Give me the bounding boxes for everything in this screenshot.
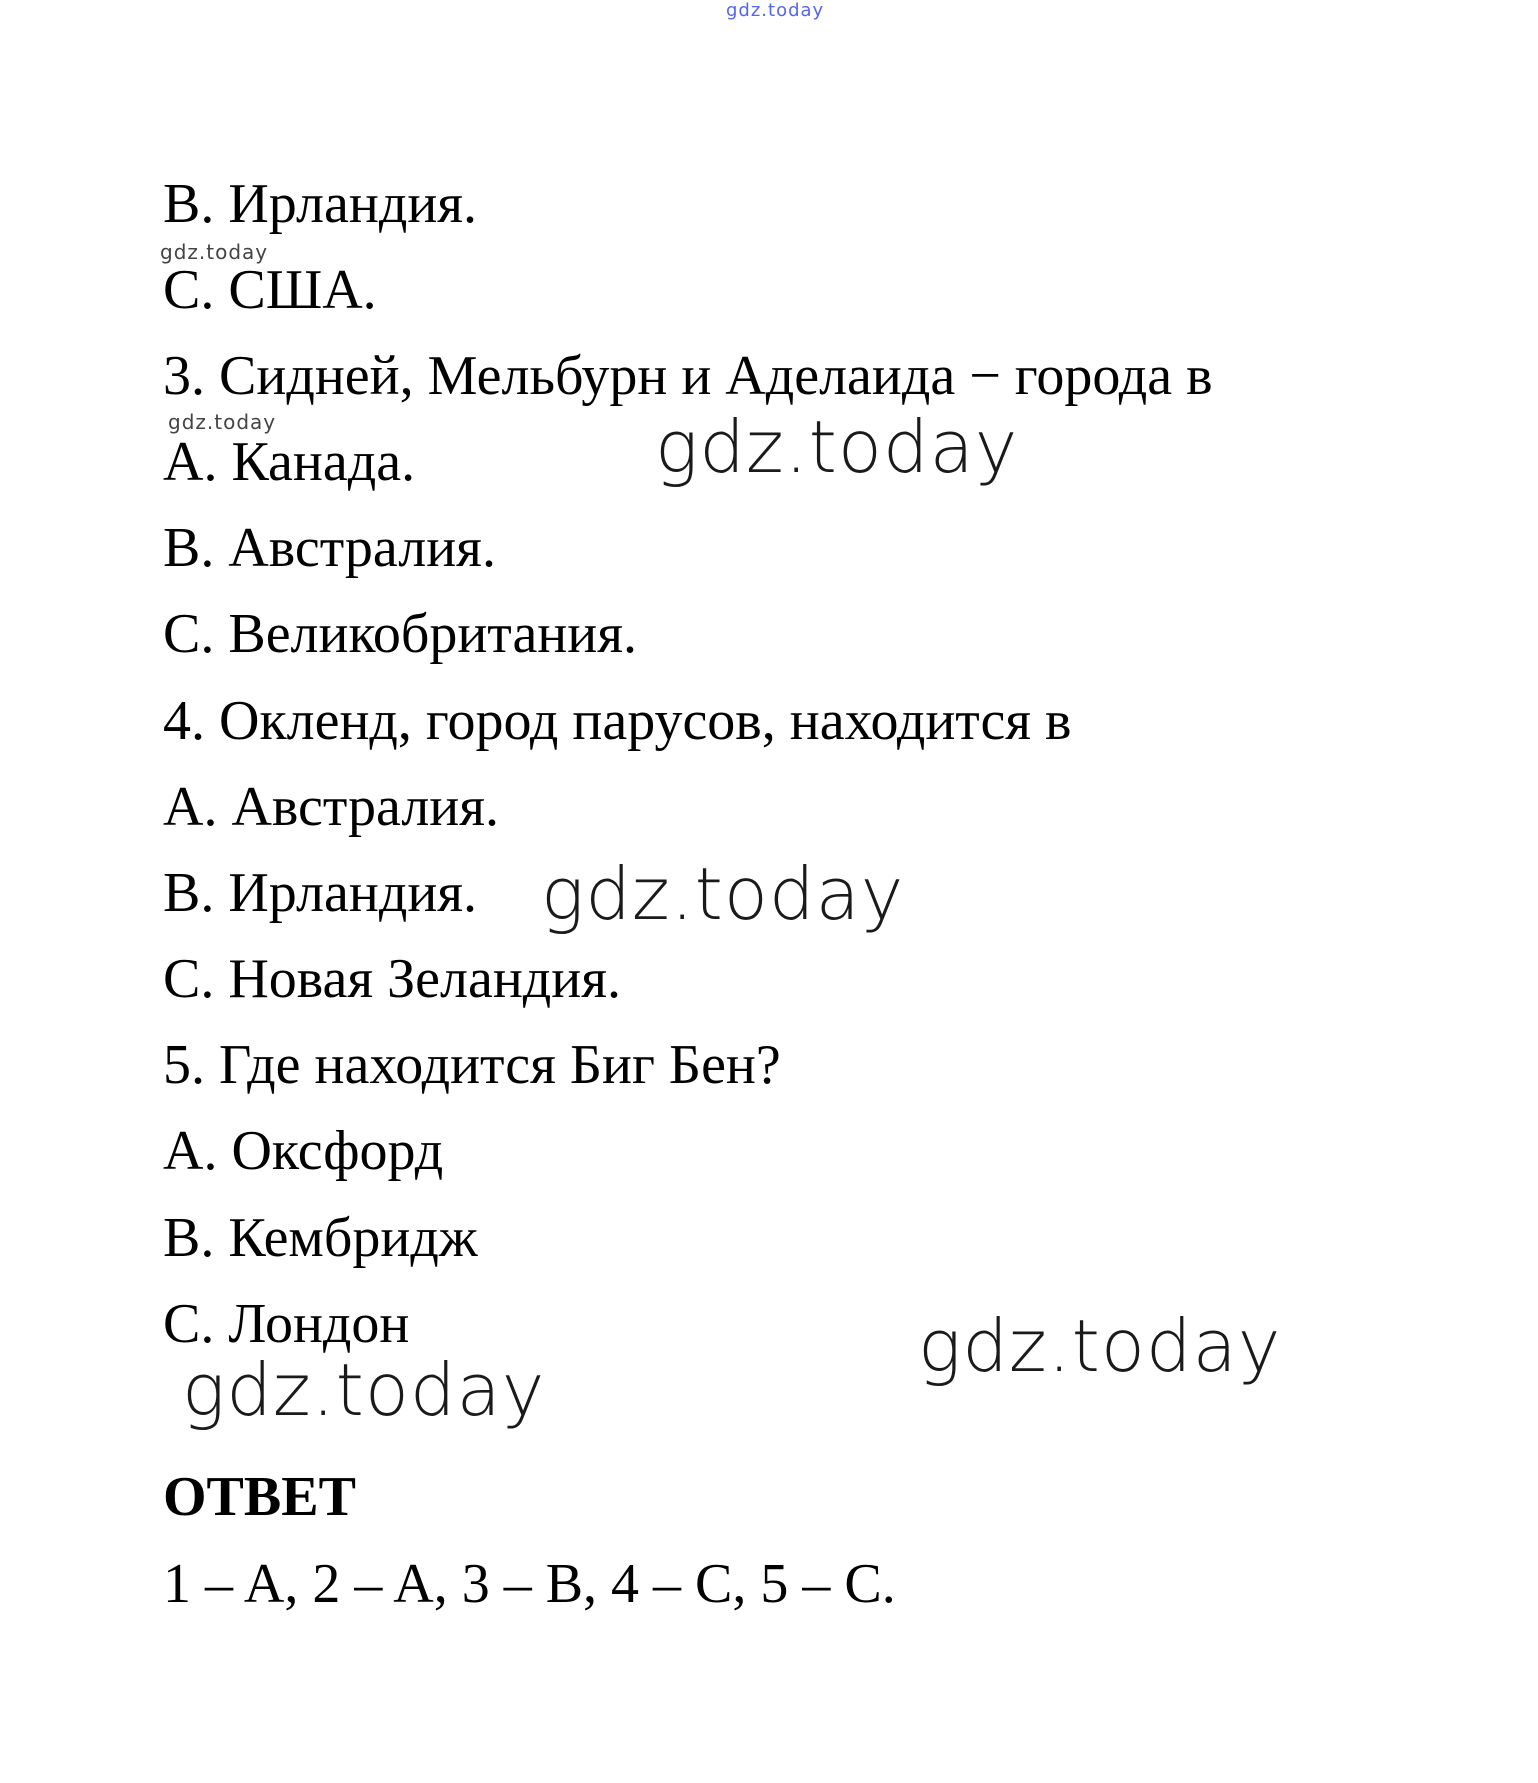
option-b-ireland-1: B. Ирландия. [163, 173, 478, 235]
option-c-london: C. Лондон [163, 1293, 410, 1355]
option-a-australia: A. Австралия. [163, 776, 500, 838]
option-b-australia: B. Австралия. [163, 517, 496, 579]
watermark-large-1: gdz.today [655, 405, 1019, 489]
watermark-top: gdz.today [726, 0, 825, 21]
option-b-ireland-2: B. Ирландия. [163, 862, 478, 924]
answer-text: 1 – A, 2 – A, 3 – B, 4 – C, 5 – C. [163, 1553, 896, 1615]
question-5: 5. Где находится Биг Бен? [163, 1034, 781, 1096]
option-c-great-britain: C. Великобритания. [163, 603, 638, 665]
watermark-small-2: gdz.today [168, 410, 277, 434]
question-3: 3. Сидней, Мельбурн и Аделаида − города в [163, 345, 1213, 407]
option-c-new-zealand: C. Новая Зеландия. [163, 948, 622, 1010]
question-4: 4. Окленд, город парусов, находится в [163, 690, 1072, 752]
watermark-large-3: gdz.today [918, 1304, 1282, 1388]
option-a-canada: A. Канада. [163, 431, 416, 493]
answer-heading: ОТВЕТ [163, 1466, 356, 1528]
watermark-large-2: gdz.today [541, 852, 905, 936]
option-c-usa: C. США. [163, 259, 377, 321]
option-b-cambridge: B. Кембридж [163, 1207, 478, 1269]
watermark-small-1: gdz.today [160, 240, 269, 264]
watermark-large-4: gdz.today [182, 1348, 546, 1432]
option-a-oxford: A. Оксфорд [163, 1120, 444, 1182]
